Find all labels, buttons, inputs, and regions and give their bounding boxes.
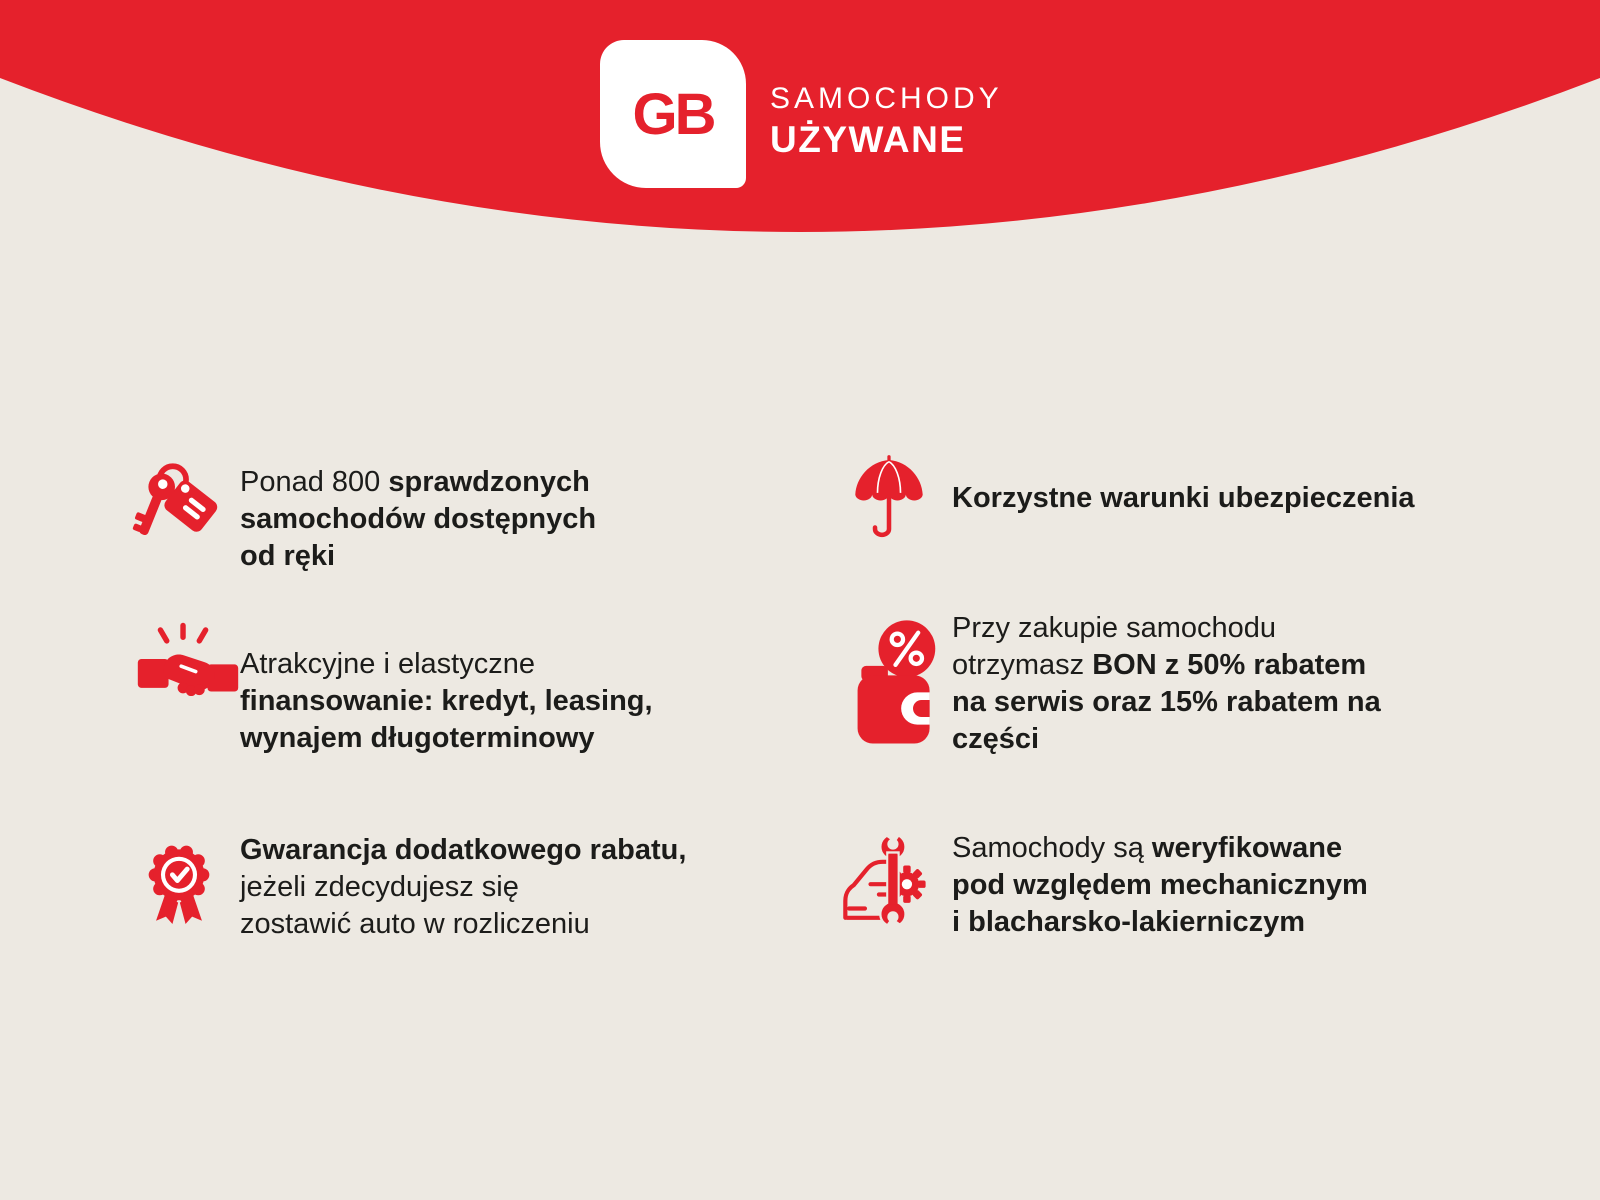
feature-text-discount-guarantee [240,832,686,943]
feature-line: samochodów dostępnych [240,503,597,535]
feature-line: Przy zakupie samochodu [952,612,1276,644]
feature-text-financing [240,646,653,757]
feature-line: i blacharsko-lakierniczym [952,906,1305,938]
feature-line: Korzystne warunki ubezpieczenia [952,482,1415,514]
wallet-percent-icon [850,612,940,750]
car-wrench-gear-glyph [836,826,934,934]
feature-line: jeżeli zdecydujesz się [240,871,519,903]
award-badge-check-glyph [138,833,220,933]
wallet-percent-glyph [850,612,940,750]
handshake-glyph [136,618,240,718]
car-keys-price-tag-icon [130,452,225,547]
feature-line: Ponad 800 sprawdzonych [240,466,590,498]
feature-line: Gwarancja dodatkowego rabatu, [240,834,687,866]
brand-wordmark-line2: UŻYWANE [770,119,966,160]
brand-wordmark [770,82,1003,161]
handshake-icon [136,618,240,718]
brand-wordmark-line1: SAMOCHODY [770,82,1003,115]
umbrella-icon [852,452,926,547]
feature-text-checked-cars [240,464,596,575]
feature-line: pod względem mechanicznym [952,869,1368,901]
feature-line: wynajem długoterminowy [240,722,595,754]
brand-monogram: GB [632,81,714,147]
feature-line: części [952,723,1040,755]
car-keys-price-tag-glyph [130,452,225,547]
feature-line: na serwis oraz 15% rabatem na [952,686,1381,718]
feature-line: zostawić auto w rozliczeniu [240,908,590,940]
feature-line: Atrakcyjne i elastyczne [240,648,535,680]
feature-text-insurance [952,480,1415,517]
feature-line: finansowanie: kredyt, leasing, [240,685,653,717]
car-wrench-gear-icon [836,826,934,934]
feature-line: Samochody są weryfikowane [952,832,1343,864]
feature-text-service-bonus [952,610,1381,758]
umbrella-glyph [852,452,926,547]
award-badge-check-icon [138,833,220,933]
feature-text-verification [952,830,1368,941]
brand-logo [600,40,746,188]
feature-line: otrzymasz BON z 50% rabatem [952,649,1367,681]
feature-line: od ręki [240,540,336,572]
